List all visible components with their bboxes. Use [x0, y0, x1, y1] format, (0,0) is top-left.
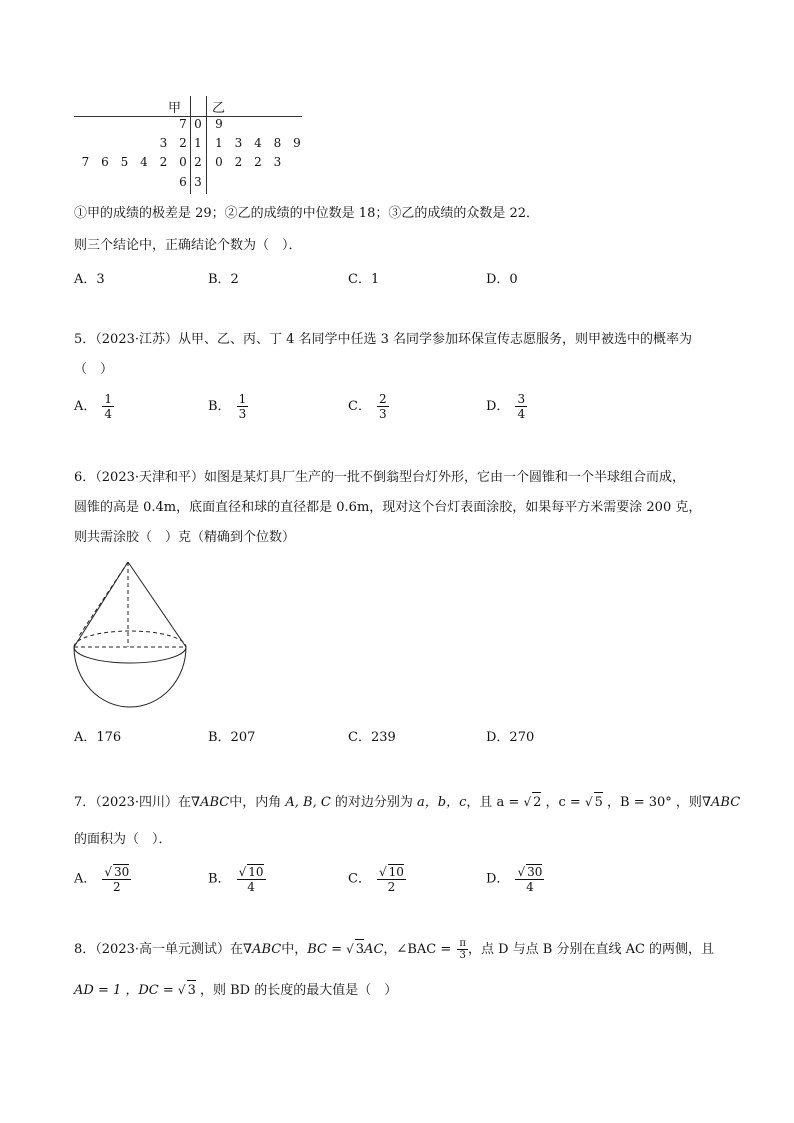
- stem-value: 1: [194, 136, 202, 150]
- q7-option-d[interactable]: D． $\frac{√ 30}{4}$: [486, 865, 543, 894]
- q6-stem-line3: 则共需涂胶（ ）克（精确到个位数）: [74, 530, 296, 545]
- q5-option-a[interactable]: A． $\frac{1}{4}$: [74, 392, 113, 421]
- stem-value: 0: [194, 117, 202, 131]
- q4-option-b[interactable]: B．2: [208, 272, 239, 287]
- q7-stem-line1: 7．（2023·四川）在∇ABC中，内角 A, B, C 的对边分别为 a，b，c，且 a = √ 2 ，c = √ 5 ，B = 30° ，则∇ABC: [74, 792, 740, 813]
- left-leaf: 7: [81, 155, 90, 169]
- right-leaf: 9: [293, 136, 301, 150]
- lamp-figure: [70, 558, 194, 712]
- right-leaf: 8: [273, 136, 282, 150]
- base-ellipse-back: [74, 631, 186, 647]
- right-leaf: 9: [215, 117, 223, 131]
- q4-question: 则三个结论中，正确结论个数为（ ）．: [74, 238, 302, 253]
- q8-stem-line2: AD = 1 ，DC = √ 3 ，则 BD 的长度的最大值是（ ）: [74, 980, 397, 1001]
- left-leaf: 6: [179, 175, 187, 189]
- base-ellipse-front: [74, 647, 186, 663]
- q7-option-c[interactable]: C． $\frac{√ 10}{2}$: [348, 865, 404, 894]
- q5-option-b[interactable]: B． $\frac{1}{3}$: [208, 392, 247, 421]
- right-leaf: 2: [234, 155, 243, 169]
- stem-leaf-right-label: 乙: [212, 101, 226, 116]
- right-leaf: 1: [215, 136, 223, 150]
- left-leaf: 7: [179, 117, 187, 131]
- left-leaf: 0: [179, 155, 187, 169]
- q6-option-d[interactable]: D．270: [486, 730, 535, 745]
- left-leaf: 5: [120, 155, 129, 169]
- stem-value: 2: [194, 155, 202, 169]
- q6-option-b[interactable]: B．207: [208, 730, 256, 745]
- q7-stem-line2: 的面积为（ ）．: [74, 832, 172, 847]
- stem-value: 3: [194, 175, 202, 189]
- right-leaf: 3: [234, 136, 243, 150]
- stem-leaf-left-label: 甲: [168, 101, 182, 116]
- cone-right-edge: [128, 562, 186, 647]
- q4-option-c[interactable]: C．1: [348, 272, 380, 287]
- right-leaf: 3: [273, 155, 282, 169]
- q8-stem-line1: 8．（2023·高一单元测试）在∇ABC中，BC = √ 3AC，∠BAC = $\frac{\pi}{3}$ ，点 D 与点 B 分别在直线 AC 的两侧，且: [74, 938, 715, 961]
- left-leaf: 6: [101, 155, 109, 169]
- q4-option-a[interactable]: A．3: [74, 272, 105, 287]
- left-leaf: 2: [159, 155, 168, 169]
- hemisphere-outline: [74, 647, 186, 707]
- q6-stem-line2: 圆锥的高是 0.4m，底面直径和球的直径都是 0.6m，现对这个台灯表面涂胶，如果每平方米需要涂 200 克，: [74, 500, 702, 515]
- q6-option-a[interactable]: A．176: [74, 730, 122, 745]
- q6-option-c[interactable]: C．239: [348, 730, 396, 745]
- q7-option-a[interactable]: A． $\frac{√ 30}{2}$: [74, 865, 130, 894]
- right-leaf: 4: [254, 136, 262, 150]
- q5-stem-line1: 5．（2023·江苏）从甲、乙、丙、丁 4 名同学中任选 3 名同学参加环保宣传志愿服务，则甲被选中的概率为: [74, 332, 693, 347]
- q5-option-c[interactable]: C． $\frac{2}{3}$: [348, 392, 387, 421]
- left-leaf: 4: [140, 155, 148, 169]
- right-leaf: 2: [254, 155, 262, 169]
- right-leaf: 0: [215, 155, 223, 169]
- q4-option-d[interactable]: D．0: [486, 272, 518, 287]
- q6-stem-line1: 6．（2023·天津和平）如图是某灯具厂生产的一批不倒翁型台灯外形，它由一个圆锥和一个半球组合而成，: [74, 470, 685, 485]
- q7-option-b[interactable]: B． $\frac{√ 10}{4}$: [208, 865, 264, 894]
- stem-divider-right: [206, 96, 207, 194]
- q5-stem-line2: （ ）: [74, 362, 114, 377]
- left-leaf: 2: [179, 136, 187, 150]
- q5-option-d[interactable]: D． $\frac{3}{4}$: [486, 392, 526, 421]
- q4-statements: ①甲的成绩的极差是 29；②乙的成绩的中位数是 18；③乙的成绩的众数是 22．: [74, 206, 540, 221]
- left-leaf: 3: [159, 136, 168, 150]
